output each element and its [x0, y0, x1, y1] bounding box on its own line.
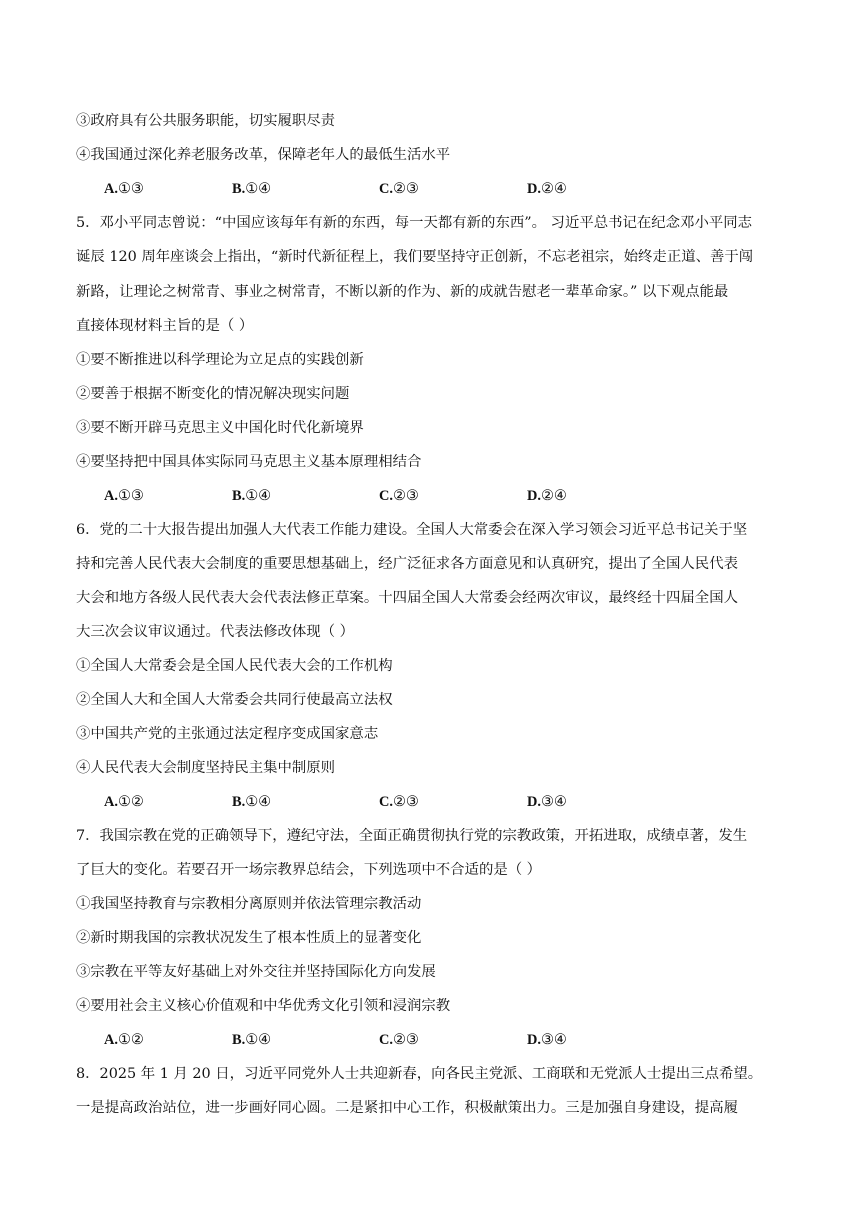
q7-item-2: ②新时期我国的宗教状况发生了根本性质上的显著变化	[76, 930, 422, 946]
q4-item-3: ③政府具有公共服务职能，切实履职尽责	[76, 113, 336, 129]
option-text: ①②	[118, 1032, 144, 1048]
option-key: C.	[379, 1032, 393, 1048]
option-key: B.	[232, 794, 246, 810]
q6-item-4: ④人民代表大会制度坚持民主集中制原则	[76, 760, 336, 776]
option-key: D.	[527, 181, 541, 197]
option-key: C.	[379, 488, 393, 504]
q5-stem-line: 诞辰 120 周年座谈会上指出，“新时代新征程上，我们要坚持守正创新，不忘老祖宗，始终走正道、善于闯	[76, 249, 754, 265]
q5-item-4: ④要坚持把中国具体实际同马克思主义基本原理相结合	[76, 454, 422, 470]
q5-options	[104, 486, 804, 506]
q6-item-3: ③中国共产党的主张通过法定程序变成国家意志	[76, 726, 379, 742]
q7-item-3: ③宗教在平等友好基础上对外交往并坚持国际化方向发展	[76, 964, 436, 980]
option-key: A.	[104, 181, 118, 197]
q5-stem-line: 新路，让理论之树常青、事业之树常青，不断以新的作为、新的成就告慰老一辈革命家。” 以下观点能最	[76, 284, 729, 300]
option-text: ②③	[393, 794, 419, 810]
q5-option-d[interactable]	[527, 486, 567, 506]
q8-stem-line: 一是提高政治站位，进一步画好同心圆。二是紧扣中心工作，积极献策出力。三是加强自身建设，提高履	[76, 1100, 738, 1116]
q6-stem-line: 大会和地方各级人民代表大会代表法修正草案。十四届全国人大常委会经两次审议，最终经十四届全国人	[76, 590, 738, 606]
option-key: A.	[104, 794, 118, 810]
q6-item-1: ①全国人大常委会是全国人民代表大会的工作机构	[76, 658, 393, 674]
q7-stem-line: 7．我国宗教在党的正确领导下，遵纪守法，全面正确贯彻执行党的宗教政策，开拓进取，成绩卓著，发生	[76, 828, 748, 844]
q5-option-a[interactable]	[104, 486, 144, 506]
q7-option-d[interactable]	[527, 1030, 567, 1050]
option-text: ①③	[118, 488, 144, 504]
q7-option-b[interactable]	[232, 1030, 271, 1050]
q7-stem-line: 了巨大的变化。若要召开一场宗教界总结会，下列选项中不合适的是（ ）	[76, 862, 542, 878]
q7-options	[104, 1030, 804, 1050]
option-key: D.	[527, 1032, 541, 1048]
option-text: ①③	[118, 181, 144, 197]
q4-option-a[interactable]	[104, 179, 144, 199]
q6-stem-line: 6．党的二十大报告提出加强人大代表工作能力建设。全国人大常委会在深入学习领会习近平总书记关于坚	[76, 522, 748, 538]
option-key: A.	[104, 1032, 118, 1048]
option-key: C.	[379, 794, 393, 810]
q7-item-1: ①我国坚持教育与宗教相分离原则并依法管理宗教活动	[76, 896, 422, 912]
option-text: ①②	[118, 794, 144, 810]
q4-item-4: ④我国通过深化养老服务改革，保障老年人的最低生活水平	[76, 147, 451, 163]
q4-option-d[interactable]	[527, 179, 567, 199]
option-text: ②③	[393, 181, 419, 197]
option-text: ①④	[245, 794, 272, 810]
q7-item-4: ④要用社会主义核心价值观和中华优秀文化引领和浸润宗教	[76, 998, 451, 1014]
q6-option-c[interactable]	[379, 792, 419, 812]
q8-stem-line: 8．2025 年 1 月 20 日，习近平同党外人士共迎新春，向各民主党派、工商联和无党派人士提出三点希望。	[76, 1066, 763, 1082]
q5-stem-line: 直接体现材料主旨的是（ ）	[76, 318, 254, 334]
q4-option-c[interactable]	[379, 179, 419, 199]
option-key: B.	[232, 488, 246, 504]
option-text: ②④	[541, 488, 567, 504]
option-text: ①④	[245, 1032, 272, 1048]
option-key: D.	[527, 488, 541, 504]
q5-item-2: ②要善于根据不断变化的情况解决现实问题	[76, 386, 350, 402]
q6-option-b[interactable]	[232, 792, 271, 812]
option-text: ②④	[541, 181, 567, 197]
option-text: ②③	[393, 1032, 419, 1048]
option-text: ①④	[245, 488, 272, 504]
option-key: C.	[379, 181, 393, 197]
option-key: B.	[232, 1032, 246, 1048]
q6-option-d[interactable]	[527, 792, 567, 812]
q5-item-1: ①要不断推进以科学理论为立足点的实践创新	[76, 352, 364, 368]
q5-option-b[interactable]	[232, 486, 271, 506]
q5-stem-line: 5．邓小平同志曾说：“中国应该每年有新的东西，每一天都有新的东西”。 习近平总书记在纪念邓小平同志	[76, 215, 753, 231]
q4-option-b[interactable]	[232, 179, 271, 199]
option-text: ②③	[393, 488, 419, 504]
q4-options	[104, 179, 804, 199]
q6-option-a[interactable]	[104, 792, 144, 812]
q6-stem-line: 持和完善人民代表大会制度的重要思想基础上，经广泛征求各方面意见和认真研究，提出了全国人民代表	[76, 556, 738, 572]
option-key: A.	[104, 488, 118, 504]
q6-item-2: ②全国人大和全国人大常委会共同行使最高立法权	[76, 692, 393, 708]
option-key: B.	[232, 181, 246, 197]
option-text: ③④	[541, 794, 567, 810]
q6-options	[104, 792, 804, 812]
q5-option-c[interactable]	[379, 486, 419, 506]
q6-stem-line: 大三次会议审议通过。代表法修改体现（ ）	[76, 624, 354, 640]
q7-option-c[interactable]	[379, 1030, 419, 1050]
option-key: D.	[527, 794, 541, 810]
q7-option-a[interactable]	[104, 1030, 144, 1050]
q5-item-3: ③要不断开辟马克思主义中国化时代化新境界	[76, 420, 364, 436]
option-text: ③④	[541, 1032, 567, 1048]
option-text: ①④	[245, 181, 272, 197]
